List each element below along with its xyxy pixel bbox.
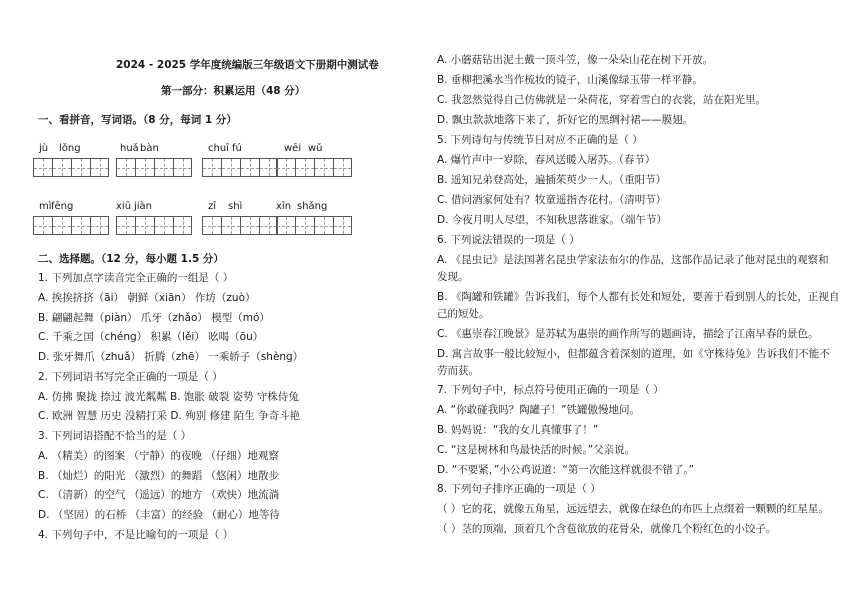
left-line-5: D. 张牙舞爪（zhuǎ） 折腾（zhē） 一乘轿子（shèng） bbox=[38, 351, 304, 363]
right-line-17: 劳而获。 bbox=[437, 365, 479, 377]
left-line-11: B. （灿烂）的阳光 （激烈）的舞蹈 （悠闲）地散步 bbox=[38, 470, 280, 482]
right-line-18: 7. 下列句子中，标点符号使用正确的一项是（ ） bbox=[437, 384, 664, 396]
right-line-13: B. 《陶罐和铁罐》告诉我们，每个人都有长处和短处，要善于看到别人的长处，正视自 bbox=[437, 291, 840, 303]
right-line-2: B. 垂柳把溪水当作梳妆的镜子，山溪像绿玉带一样平静。 bbox=[437, 74, 703, 86]
right-line-25: （ ）茎的顶端，顶着几个含苞欲放的花骨朵，就像几个粉红色的小饺子。 bbox=[437, 523, 777, 535]
right-line-9: D. 今夜月明人尽望，不知秋思落谁家。（端午节） bbox=[437, 214, 668, 226]
right-line-1: A. 小蘑菇钻出泥土戴一顶斗笠，像一朵朵山花在树下开放。 bbox=[437, 54, 714, 66]
pinyin-2a: huǎ bbox=[120, 143, 139, 154]
left-line-3: B. 翩翩起舞（piàn） 爪牙（zhǎo） 模型（mó） bbox=[38, 312, 270, 324]
pinyin-word-5 bbox=[33, 201, 113, 241]
writing-boxes[interactable] bbox=[276, 216, 352, 235]
left-line-4: C. 千乘之国（chéng） 积累（lěi） 吆喝（ōu） bbox=[38, 331, 264, 343]
writing-boxes[interactable] bbox=[33, 216, 109, 235]
right-line-16: D. 寓言故事一般比较短小，但都蕴含着深刻的道理，如《守株待兔》告诉我们不能不 bbox=[437, 348, 830, 360]
section2-heading: 二、选择题。（12 分，每小题 1.5 分） bbox=[38, 253, 224, 265]
right-line-24: （ ）它的花，就像五角星，远远望去，就像在绿色的布匹上点缀着一颗颗的红星星。 bbox=[437, 503, 829, 515]
writing-boxes[interactable] bbox=[33, 158, 109, 177]
pinyin-4b: wǔ bbox=[308, 143, 323, 154]
right-line-19: A. “你敢碰我吗？陶罐子！”铁罐傲慢地问。 bbox=[437, 404, 641, 416]
pinyin-4a: wēi bbox=[284, 143, 302, 154]
right-line-15: C. 《惠崇春江晚景》是苏轼为惠崇的画作所写的题画诗，描绘了江南早春的景色。 bbox=[437, 328, 819, 340]
pinyin-8b: shǎng bbox=[297, 201, 328, 212]
left-line-6: 2. 下列词语书写完全正确的一项是（ ） bbox=[38, 371, 223, 383]
right-line-12: 发现。 bbox=[437, 271, 469, 283]
writing-boxes[interactable] bbox=[116, 158, 192, 177]
pinyin-word-7 bbox=[202, 201, 282, 241]
right-line-3: C. 我忽然觉得自己仿佛就是一朵荷花，穿着雪白的衣裳，站在阳光里。 bbox=[437, 94, 767, 106]
pinyin-word-2 bbox=[116, 143, 196, 183]
page-title: 2024 - 2025 学年度统编版三年级语文下册期中测试卷 bbox=[116, 59, 379, 71]
pinyin-5a: mì bbox=[39, 201, 52, 212]
left-line-12: C. （清新）的空气 （遥远）的地方 （欢快）地流淌 bbox=[38, 489, 280, 501]
right-line-22: D. “不要紧，”小公鸡说道：“第一次能这样就很不错了。” bbox=[437, 464, 695, 476]
right-line-6: A. 爆竹声中一岁除，春风送暖入屠苏。（春节） bbox=[437, 154, 656, 166]
pinyin-word-1 bbox=[33, 143, 113, 183]
writing-boxes[interactable] bbox=[202, 216, 278, 235]
pinyin-6b: jiàn bbox=[134, 201, 153, 212]
pinyin-7b: shì bbox=[228, 201, 243, 212]
part-heading: 第一部分：积累运用（48 分） bbox=[161, 85, 306, 97]
right-line-20: B. 妈妈说：“我的女儿真懂事了！” bbox=[437, 424, 599, 436]
left-line-14: 4. 下列句子中，不是比喻句的一项是（ ） bbox=[38, 529, 234, 541]
pinyin-word-8 bbox=[276, 201, 356, 241]
right-line-14: 己的短处。 bbox=[437, 308, 490, 320]
pinyin-6a: xiū bbox=[116, 201, 132, 212]
right-line-23: 8. 下列句子排序正确的一项是（ ） bbox=[437, 483, 601, 495]
right-line-7: B. 遥知兄弟登高处，遍插茱萸少一人。（重阳节） bbox=[437, 174, 667, 186]
right-line-5: 5. 下列诗句与传统节日对应不正确的是（ ） bbox=[437, 134, 643, 146]
pinyin-1a: jù bbox=[39, 143, 49, 154]
pinyin-word-3 bbox=[202, 143, 282, 183]
pinyin-2b: bàn bbox=[140, 143, 159, 154]
pinyin-3b: fú bbox=[232, 143, 242, 154]
left-line-13: D. （坚固）的石桥 （丰富）的经验 （耐心）地等待 bbox=[38, 509, 280, 521]
right-line-8: C. 借问酒家何处有？牧童遥指杏花村。（清明节） bbox=[437, 194, 667, 206]
pinyin-7a: zī bbox=[208, 201, 217, 212]
left-line-7: A. 仿拂 聚拢 捺过 波光粼粼 B. 饱胀 破裂 姿势 守株侍兔 bbox=[38, 391, 299, 403]
pinyin-1b: lǒng bbox=[59, 143, 81, 154]
left-line-1: 1. 下列加点字读音完全正确的一组是（ ） bbox=[38, 272, 234, 284]
right-line-11: A. 《昆虫记》是法国著名昆虫学家法布尔的作品，这部作品记录了他对昆虫的观察和 bbox=[437, 254, 829, 266]
pinyin-3a: chuī bbox=[208, 143, 229, 154]
writing-boxes[interactable] bbox=[116, 216, 192, 235]
left-line-2: A. 挨挨挤挤（āi） 朝鲜（xiān） 作坊（zuò） bbox=[38, 292, 256, 304]
right-line-10: 6. 下列说法错误的一项是（ ） bbox=[437, 234, 580, 246]
writing-boxes[interactable] bbox=[276, 158, 352, 177]
writing-boxes[interactable] bbox=[202, 158, 278, 177]
section1-heading: 一、看拼音，写词语。（8 分，每词 1 分） bbox=[38, 114, 237, 126]
left-line-8: C. 欧洲 智慧 历史 没精打采 D. 殉别 修建 陌生 争奇斗艳 bbox=[38, 410, 301, 422]
right-line-4: D. 飘虫款款地落下来了，折好它的黑绸衬裙——膜翅。 bbox=[437, 114, 694, 126]
left-line-9: 3. 下列词语搭配不恰当的是（ ） bbox=[38, 430, 192, 442]
pinyin-word-4 bbox=[276, 143, 356, 183]
pinyin-word-6 bbox=[116, 201, 196, 241]
pinyin-5b: fēng bbox=[51, 201, 74, 212]
pinyin-8a: xīn bbox=[276, 201, 292, 212]
left-line-10: A. （精美）的图案 （宁静）的夜晚 （仔细）地观察 bbox=[38, 450, 279, 462]
right-line-21: C. “这是树林和鸟最快活的时候。”父亲说。 bbox=[437, 444, 636, 456]
